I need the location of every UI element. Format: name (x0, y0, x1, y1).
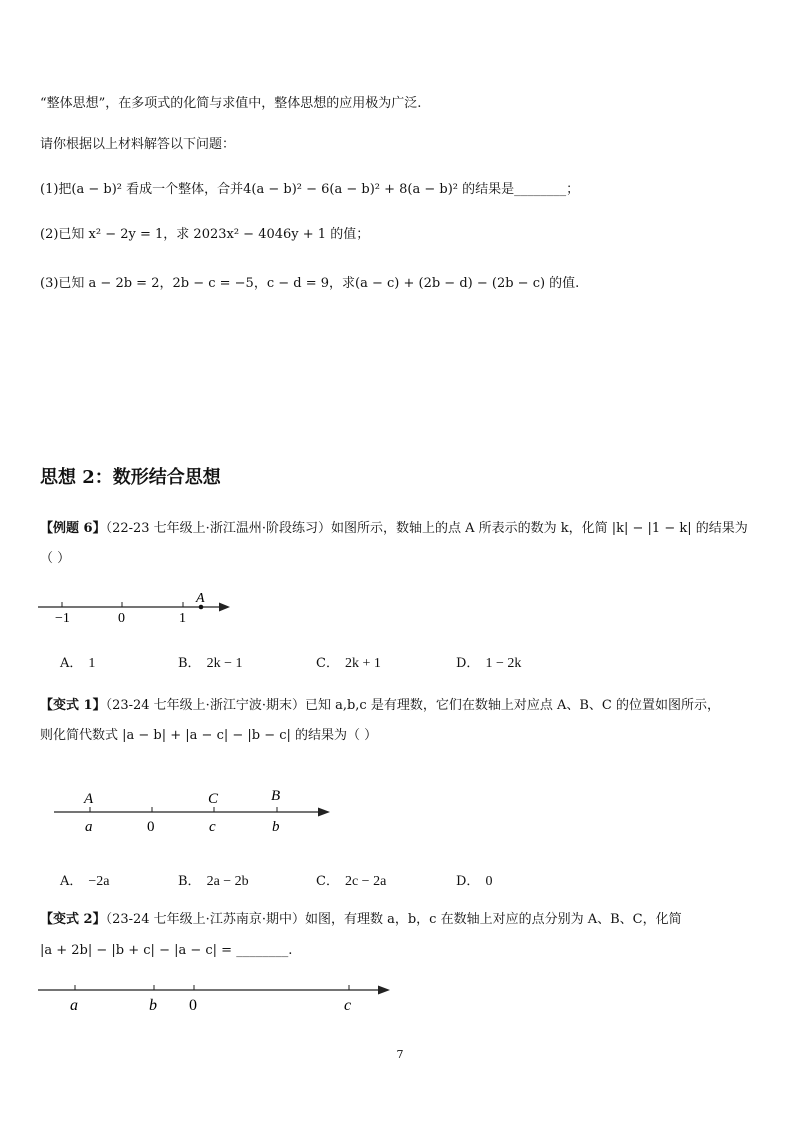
label-c: c (344, 997, 352, 1014)
intro-line-1: “整体思想”，在多项式的化简与求值中，整体思想的应用极为广泛. (40, 96, 422, 111)
variant-1-choice-c[interactable]: C． 2c − 2a (316, 874, 387, 889)
variant-1-choice-d[interactable]: D． 0 (456, 874, 493, 889)
label-b: b (149, 997, 157, 1014)
tick-zero: 0 (147, 819, 155, 835)
example-6-choice-b[interactable]: B． 2k − 1 (178, 656, 243, 671)
point-b-lower: b (272, 819, 280, 835)
variant-1-choice-b[interactable]: B． 2a − 2b (178, 874, 249, 889)
section-heading: 思想 2：数形结合思想 (40, 467, 221, 488)
point-c-upper: C (208, 791, 219, 807)
tick-label-1: 1 (179, 611, 186, 626)
label-zero: 0 (189, 997, 197, 1014)
intro-line-2: 请你根据以上材料解答以下问题： (40, 137, 236, 152)
variant-2-text-2: |a + 2b| − |b + c| − |a − c| = ________. (40, 943, 293, 958)
point-a-label: A (196, 591, 205, 606)
point-c-lower: c (209, 819, 216, 835)
point-b-upper: B (271, 788, 281, 804)
variant-1-text: （23-24 七年级上·浙江宁波·期末）已知 a,b,c 是有理数，它们在数轴上对应点 A、B、C 的位置如图所示， (105, 698, 720, 713)
question-3: (3)已知 a − 2b = 2，2b − c = −5，c − d = 9，求(a − c) + (2b − d) − (2b − c) 的值. (40, 276, 580, 291)
variant-1-choice-a[interactable]: A． −2a (60, 874, 110, 889)
tick-label-neg1: −1 (55, 611, 70, 626)
page-number: 7 (396, 1048, 404, 1061)
example-6-tag: 【例题 6】 (40, 521, 106, 536)
point-a-lower: a (85, 819, 93, 835)
example-6-text: （22-23 七年级上·浙江温州·阶段练习）如图所示，数轴上的点 A 所表示的数为 k，化简 |k| − |1 − k| 的结果为 (105, 521, 748, 536)
point-a-upper: A (84, 791, 94, 807)
example-6-paren: （ ） (40, 551, 71, 566)
variant-1-text-2: 则化简代数式 |a − b| + |a − c| − |b − c| 的结果为（ ） (40, 728, 378, 743)
tick-label-0: 0 (118, 611, 125, 626)
label-a: a (70, 997, 78, 1014)
example-6-choice-d[interactable]: D． 1 − 2k (456, 656, 522, 671)
example-6-choice-c[interactable]: C． 2k + 1 (316, 656, 381, 671)
variant-2-text: （23-24 七年级上·江苏南京·期中）如图，有理数 a，b，c 在数轴上对应的点分别为 A、B、C，化简 (105, 912, 682, 927)
question-2: (2)已知 x² − 2y = 1，求 2023x² − 4046y + 1 的值； (40, 227, 370, 242)
example-6-choice-a[interactable]: A． 1 (60, 656, 96, 671)
variant-1-tag: 【变式 1】 (40, 698, 106, 713)
variant-2-tag: 【变式 2】 (40, 912, 106, 927)
question-1: (1)把(a − b)² 看成一个整体，合并4(a − b)² − 6(a − b)² + 8(a − b)² 的结果是________； (40, 182, 580, 197)
